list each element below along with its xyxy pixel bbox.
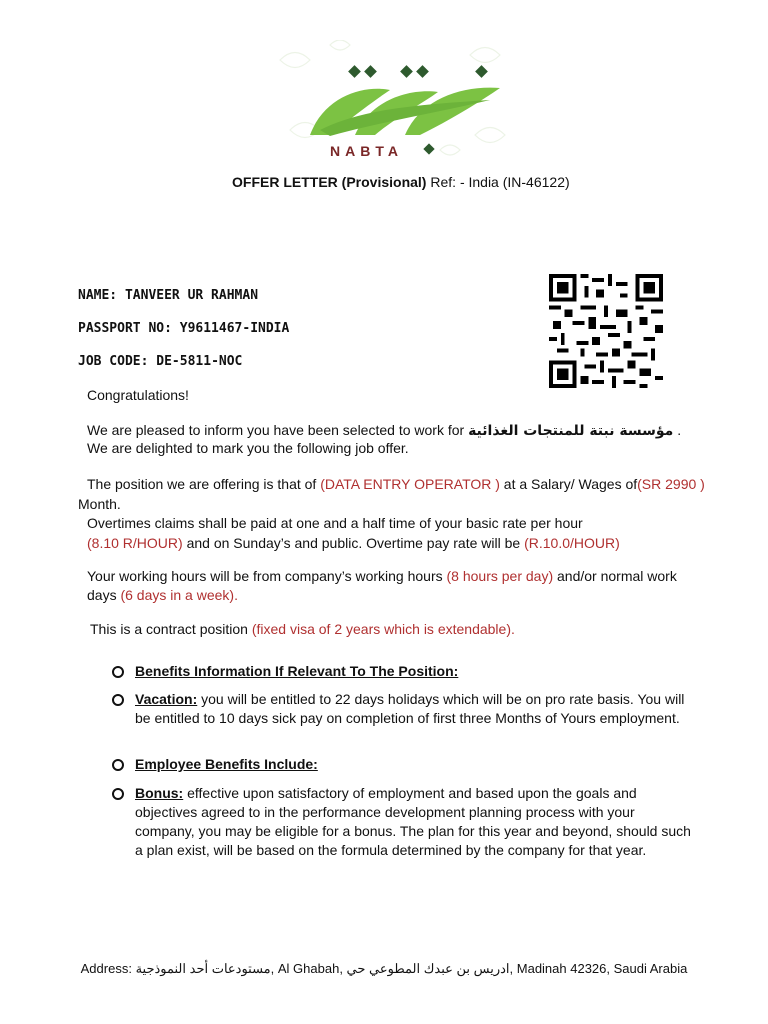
intro-punct: . [673, 422, 682, 438]
job-code-label: JOB CODE: [78, 354, 149, 369]
employee-benefits-heading [135, 755, 695, 774]
hours-text-2: and/or normal work [553, 568, 677, 584]
working-hours: (8 hours per day) [446, 568, 554, 584]
contract-text: This is a contract position [90, 621, 252, 637]
working-days: (6 days in a week). [120, 587, 238, 603]
intro-line-1 [87, 422, 681, 439]
vacation-item [135, 690, 695, 728]
job-code-line [78, 354, 242, 369]
intro-text: We are pleased to inform you have been selected to work for [87, 422, 469, 438]
salary-text: at a Salary/ Wages of [499, 476, 638, 492]
benefits-heading [135, 662, 695, 681]
position-line-2: Month. [78, 496, 121, 512]
name-label: NAME: [78, 288, 118, 303]
ref-value: - India (IN-46122) [459, 174, 570, 190]
position-line [87, 476, 705, 492]
hours-line-1 [87, 568, 677, 584]
hours-text: Your working hours will be from company’s working hours [87, 568, 447, 584]
candidate-name-line [78, 288, 258, 303]
bullet-icon [112, 666, 124, 678]
position-title: (DATA ENTRY OPERATOR ) [320, 476, 500, 492]
vacation-text: you will be entitled to 22 days holidays which will be on pro rate basis. You will be entitled to 10 days sick pay on completion of first three Months of Yours employment. [135, 691, 685, 726]
logo-wordmark: NABTA [330, 143, 403, 159]
employee-benefits-title: Employee Benefits Include: [135, 756, 318, 772]
overtime-line-1: Overtimes claims shall be paid at one and a half time of your basic rate per hour [87, 515, 583, 531]
bullet-icon [112, 759, 124, 771]
overtime-text: and on Sunday’s and public. Overtime pay rate will be [182, 535, 525, 551]
bullet-icon [112, 788, 124, 800]
bonus-title: Bonus: [135, 785, 184, 801]
passport-label: PASSPORT NO: [78, 321, 172, 336]
contract-line [90, 621, 515, 637]
greeting: Congratulations! [87, 387, 189, 403]
page-title: OFFER LETTER (Provisional) [232, 174, 427, 190]
hours-line-2 [87, 587, 238, 603]
job-code: DE-5811-NOC [156, 354, 243, 369]
overtime-rate: (8.10 R/HOUR) [87, 535, 183, 551]
days-text: days [87, 587, 121, 603]
benefits-title: Benefits Information If Relevant To The Position: [135, 663, 459, 679]
bonus-text: effective upon satisfactory of employment and based upon the goals and objectives agreed to in the performance development planning process with your company, you may be eligible for a bonus. The plan for this year and beyond, should such a plan exist, will be based on the formula determined by the company for that year. [135, 785, 691, 858]
qr-code-icon [549, 272, 663, 390]
overtime-line-2 [87, 535, 620, 551]
passport-number: Y9611467-INDIA [179, 321, 290, 336]
overtime-pay: (R.10.0/HOUR) [524, 535, 620, 551]
ref-label: Ref: [430, 174, 457, 190]
bullet-icon [112, 694, 124, 706]
intro-line-2: We are delighted to mark you the following job offer. [87, 440, 409, 456]
bonus-item [135, 784, 695, 860]
position-text: The position we are offering is that of [87, 476, 321, 492]
document-title-line [232, 174, 570, 190]
salary-value: (SR 2990 ) [637, 476, 705, 492]
passport-line [78, 321, 289, 336]
vacation-title: Vacation: [135, 691, 198, 707]
footer-address: Address: مستودعات أحد النموذجية, Al Ghabah, ادريس بن عبدك المطوعي حي, Madinah 42326, Saudi Arabia [80, 961, 688, 976]
contract-terms: (fixed visa of 2 years which is extendable). [251, 621, 515, 637]
candidate-name: TANVEER UR RAHMAN [124, 288, 259, 303]
company-name-arabic: مؤسسة نبتة للمنتجات الغذائية [468, 423, 674, 439]
